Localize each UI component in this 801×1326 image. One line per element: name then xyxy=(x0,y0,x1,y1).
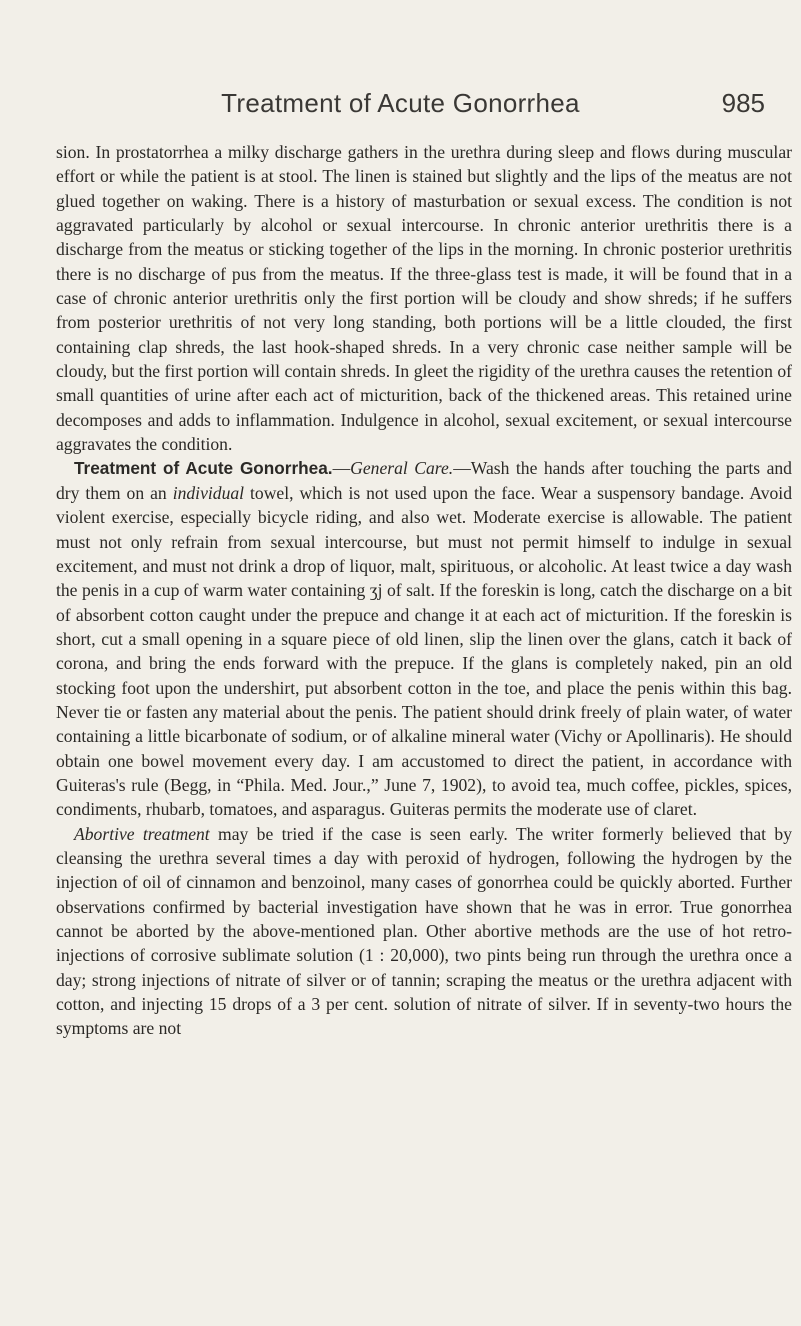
treatment-text-b: towel, which is not used upon the face. Wear a suspensory bandage. Avoid violent exercise, especially bicycle riding, and also wet. Moderate exercise is allowable. The patient must not only refrain from sexual intercourse, but must not permit himself to indulge in sexual excitement, and must not drink a drop of liquor, malt, spirituous, or alcoholic. At least twice a day wash the penis in a cup of warm water containing ʒj of salt. If the foreskin is long, catch the discharge on a bit of absorbent cotton caught under the prepuce and change it at each act of micturition. If the foreskin is short, cut a small opening in a square piece of old linen, slip the linen over the glans, catch it back of corona, and bring the ends forward with the prepuce. If the glans is completely naked, pin an old stocking foot upon the undershirt, put absorbent cotton in the toe, and place the penis within this bag. Never tie or fasten any material about the penis. The patient should drink freely of plain water, of water containing a little bicarbonate of sodium, or of alkaline mineral water (Vichy or Apollinaris). He should obtain one bowel movement every day. I am accustomed to direct the patient, in accordance with Guiteras's rule (Begg, in “Phila. Med. Jour.,” June 7, 1902), to avoid tea, much coffee, pickles, spices, condiments, rhubarb, tomatoes, and asparagus. Guiteras permits the moderate use of claret. xyxy=(56,482,792,820)
paragraph-treatment xyxy=(56,456,792,821)
body-text xyxy=(56,140,792,1041)
page-number: 985 xyxy=(721,88,765,118)
subheading-abortive-treatment: Abortive treatment xyxy=(74,823,210,844)
emphasis-individual: individual xyxy=(172,482,245,503)
running-title: Treatment of Acute Gonorrhea xyxy=(221,88,580,118)
subheading-general-care: General Care. xyxy=(350,458,454,479)
paragraph-abortive-treatment xyxy=(56,822,792,1041)
treatment-text-a: Wash the hands after touching the parts and dry them on an xyxy=(56,458,792,503)
abortive-text: may be tried if the case is seen early. The writer formerly believed that by cleansing the urethra several times a day with peroxid of hydrogen, following the hydrogen by the injection of oil of cinnamon and benzoinol, many cases of gonorrhea could be quickly aborted. Further observations confirmed by bacterial investigation have shown that he was in error. True gonorrhea cannot be aborted by the above-mentioned plan. Other abortive methods are the use of hot retro-injections of corrosive sublimate solution (1 : 20,000), two pints being run through the urethra once a day; strong injections of nitrate of silver or of tannin; scraping the meatus or the urethra adjacent with cotton, and injecting 15 drops of a 3 per cent. solution of nitrate of silver. If in seventy-two hours the symptoms are not xyxy=(56,823,792,1039)
dash-separator: — xyxy=(332,458,351,479)
page-header xyxy=(0,88,801,128)
section-heading-treatment: Treatment of Acute Gonorrhea. xyxy=(74,458,333,479)
dash-separator: — xyxy=(453,458,471,479)
paragraph-prostatorrhea: sion. In prostatorrhea a milky discharge gathers in the urethra during sleep and flows during muscular effort or while the patient is at stool. The linen is stained but slightly and the lips of the meatus are not glued together on waking. There is a history of masturbation or sexual excess. The condition is not aggravated particularly by alcohol or sexual intercourse. In chronic anterior urethritis there is a discharge from the meatus or sticking together of the lips in the morning. In chronic posterior urethritis there is no discharge of pus from the meatus. If the three-glass test is made, it will be found that in a case of chronic anterior urethritis only the first portion will be cloudy and show shreds; if he suffers from posterior urethritis of not very long standing, both portions will be a little clouded, the first containing clap shreds, the last hook-shaped shreds. In a very chronic case neither sample will be cloudy, but the first portion will contain shreds. In gleet the rigidity of the urethra causes the retention of small quantities of urine after each act of micturition, back of the thickened areas. This retained urine decomposes and adds to inflammation. Indulgence in alcohol, sexual excitement, or sexual intercourse aggravates the condition. xyxy=(56,142,792,455)
